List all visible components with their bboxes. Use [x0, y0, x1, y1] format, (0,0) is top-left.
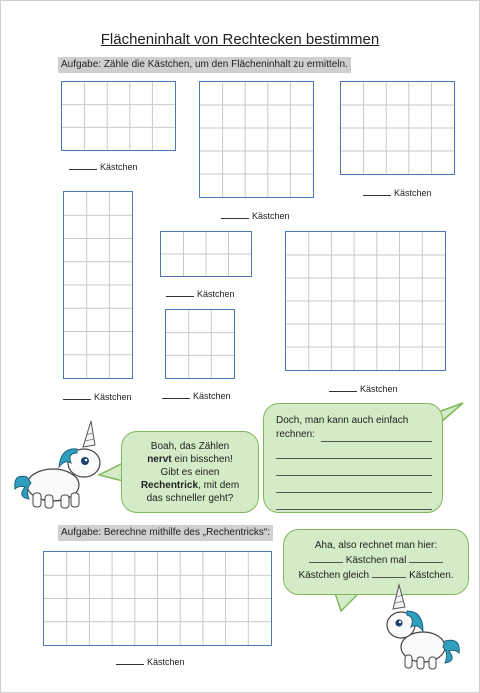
bubble-text-line: Gibt es einen — [160, 467, 220, 478]
answer-line[interactable] — [276, 463, 432, 476]
answer-line[interactable] — [276, 497, 432, 510]
count-label: Kästchen — [94, 392, 132, 402]
rectangle-grid-5 — [160, 231, 252, 277]
rectangle-grid-7 — [165, 309, 235, 379]
unicorn-illustration-right — [379, 581, 469, 673]
count-label: Kästchen — [100, 162, 138, 172]
grid-lines — [341, 82, 454, 174]
answer-line[interactable] — [372, 568, 406, 578]
answer-line[interactable] — [309, 553, 343, 563]
count-answer-5[interactable] — [166, 288, 235, 299]
rectangle-grid-4 — [63, 191, 133, 379]
count-label: Kästchen — [193, 391, 231, 401]
rectangle-grid-1 — [61, 81, 176, 151]
count-label: Kästchen — [252, 211, 290, 221]
answer-line[interactable] — [276, 446, 432, 459]
count-answer-3[interactable] — [363, 187, 432, 198]
answer-line[interactable] — [321, 432, 432, 442]
answer-line[interactable] — [409, 553, 443, 563]
bubble-text-line: das schneller geht? — [146, 493, 234, 504]
speech-bubble-question — [121, 431, 259, 513]
grid-lines — [161, 232, 251, 276]
grid-lines — [200, 82, 313, 197]
grid-lines — [44, 552, 271, 645]
bubble-text-line: Kästchen gleich — [298, 570, 370, 581]
grid-lines — [166, 310, 234, 378]
count-answer-7[interactable] — [162, 390, 231, 401]
task-2-instruction: Aufgabe: Berechne mithilfe des „Rechentricks“: — [58, 525, 273, 541]
rectangle-grid-8 — [43, 551, 272, 646]
count-answer-2[interactable] — [221, 210, 290, 221]
count-label: Kästchen — [360, 384, 398, 394]
page-title: Flächeninhalt von Rechtecken bestimmen — [100, 31, 380, 48]
task-1-instruction: Aufgabe: Zähle die Kästchen, um den Flächeninhalt zu ermitteln. — [58, 57, 351, 73]
bubble-text-bold: nervt — [147, 454, 172, 465]
count-label: Kästchen — [394, 188, 432, 198]
count-answer-8[interactable] — [116, 656, 185, 667]
rectangle-grid-6 — [285, 231, 446, 371]
bubble-text-line: Kästchen mal — [345, 555, 407, 566]
bubble-text-line: Boah, das Zählen — [150, 441, 230, 452]
rectangle-grid-2 — [199, 81, 314, 198]
rectangle-grid-3 — [340, 81, 455, 175]
grid-lines — [62, 82, 175, 150]
answer-line[interactable] — [276, 480, 432, 493]
grid-lines — [286, 232, 445, 370]
speech-bubble-answer — [263, 403, 443, 513]
count-answer-1[interactable] — [69, 161, 138, 172]
bubble-text-line: , mit dem — [198, 480, 240, 491]
bubble-text-line: Doch, man kann auch einfach — [276, 415, 409, 426]
count-label: Kästchen — [147, 657, 185, 667]
bubble-text-line: ein bisschen! — [171, 454, 233, 465]
bubble-text-bold: Rechentrick — [140, 480, 199, 491]
count-answer-6[interactable] — [329, 383, 398, 394]
grid-lines — [64, 192, 132, 378]
bubble-text-line: rechnen: — [276, 429, 315, 440]
count-label: Kästchen — [197, 289, 235, 299]
count-answer-4[interactable] — [63, 391, 132, 402]
bubble-text-line: Kästchen. — [409, 570, 454, 581]
bubble-text-line: Aha, also rechnet man hier: — [314, 540, 438, 551]
